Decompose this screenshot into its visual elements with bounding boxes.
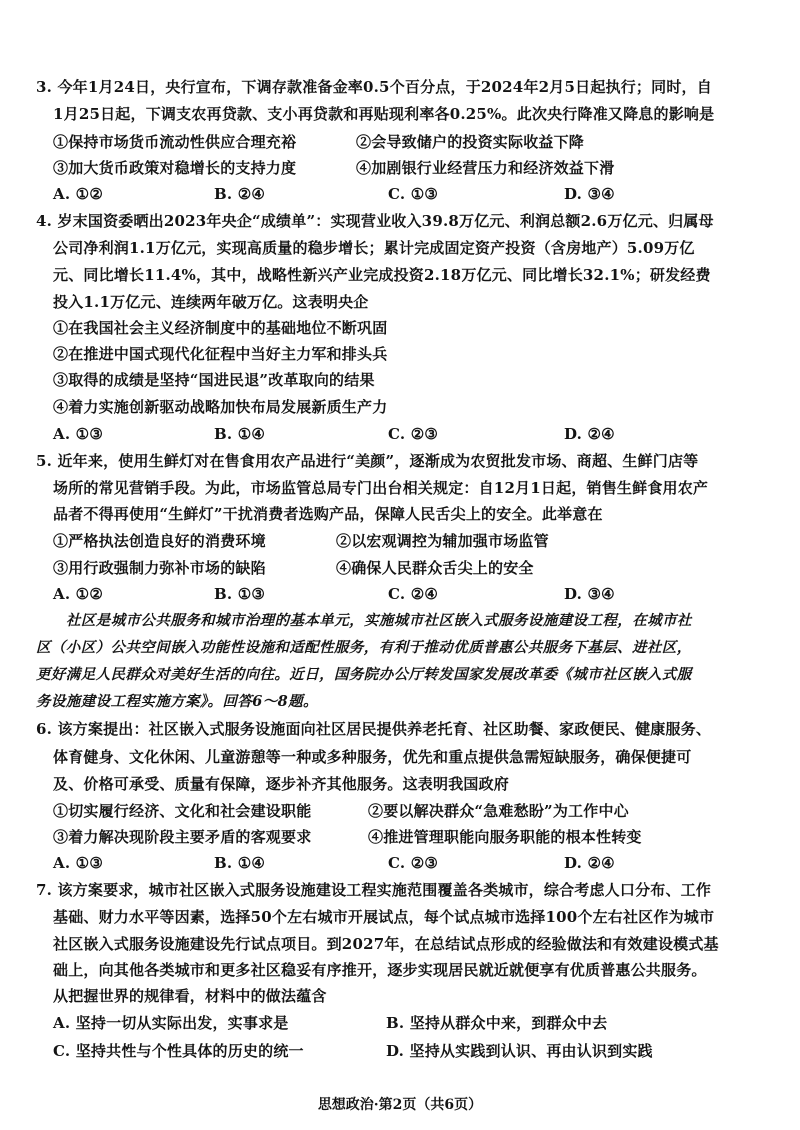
q5-statement-2: ②以宏观调控为辅加强市场监管 xyxy=(336,532,549,550)
q7-option-c: C. 坚持共性与个性具体的历史的统一 xyxy=(53,1042,304,1060)
page-footer: 思想政治·第2页（共6页） xyxy=(317,1097,483,1113)
q6-option-d: D. ②④ xyxy=(564,854,615,872)
q4-option-d: D. ②④ xyxy=(564,425,615,443)
q5-statement-3: ③用行政强制力弥补市场的缺陷 xyxy=(53,559,266,577)
q5-statement-1: ①严格执法创造良好的消费环境 xyxy=(53,532,266,550)
q6-statement-1: ①切实履行经济、文化和社会建设职能 xyxy=(53,802,312,820)
passage-line4: 务设施建设工程实施方案》。回答6～8题。 xyxy=(36,693,318,710)
q3-option-a: A. ①② xyxy=(53,185,103,203)
passage-line3: 更好满足人民群众对美好生活的向往。近日，国务院办公厅转发国家发展改革委《城市社区嵌入式服 xyxy=(36,666,692,683)
q3-option-c: C. ①③ xyxy=(388,185,439,203)
q3-option-b: B. ②④ xyxy=(214,185,266,203)
q5-option-c: C. ②④ xyxy=(388,585,439,603)
q4-statement-4: ④着力实施创新驱动战略加快布局发展新质生产力 xyxy=(53,398,388,416)
q7-option-b: B. 坚持从群众中来，到群众中去 xyxy=(386,1014,608,1032)
q3-stem-line1: 3. 今年1月24日，央行宣布，下调存款准备金率0.5个百分点，于2024年2月5日起执行；同时，自 xyxy=(36,78,712,96)
q5-option-b: B. ①③ xyxy=(214,585,266,603)
q7-stem-line4: 础上，向其他各类城市和更多社区稳妥有序推开，逐步实现居民就近就便享有优质普惠公共服务。 xyxy=(53,961,707,979)
q5-statement-4: ④确保人民群众舌尖上的安全 xyxy=(336,559,534,577)
q3-statement-4: ④加剧银行业经营压力和经济效益下滑 xyxy=(356,159,615,177)
q7-option-a: A. 坚持一切从实际出发，实事求是 xyxy=(53,1014,289,1032)
q6-statement-3: ③着力解决现阶段主要矛盾的客观要求 xyxy=(53,828,312,846)
q3-stem-line2: 1月25日起，下调支农再贷款、支小再贷款和再贴现利率各0.25%。此次央行降准又降息的影响是 xyxy=(53,105,715,123)
q4-stem-line3: 元、同比增长11.4%，其中，战略性新兴产业完成投资2.18万亿元、同比增长32.1%；研发经费 xyxy=(53,266,711,284)
q4-option-c: C. ②③ xyxy=(388,425,439,443)
q5-option-d: D. ③④ xyxy=(564,585,615,603)
q6-option-b: B. ①④ xyxy=(214,854,266,872)
q6-stem-line3: 及、价格可承受、质量有保障，逐步补齐其他服务。这表明我国政府 xyxy=(53,775,510,793)
passage-line1: 社区是城市公共服务和城市治理的基本单元，实施城市社区嵌入式服务设施建设工程，在城市社 xyxy=(66,612,692,629)
q5-stem-line3: 品者不得再使用“生鲜灯”干扰消费者选购产品，保障人民舌尖上的安全。此举意在 xyxy=(53,505,603,523)
q6-statement-2: ②要以解决群众“急难愁盼”为工作中心 xyxy=(368,802,629,820)
q4-stem-line2: 公司净利润1.1万亿元，实现高质量的稳步增长；累计完成固定资产投资（含房地产）5.09万亿 xyxy=(53,239,695,257)
q4-stem-line1: 4. 岁末国资委晒出2023年央企“成绩单”：实现营业收入39.8万亿元、利润总额2.6万亿元、归属母 xyxy=(36,212,714,230)
q7-stem-line5: 从把握世界的规律看，材料中的做法蕴含 xyxy=(53,987,327,1005)
q6-statement-4: ④推进管理职能向服务职能的根本性转变 xyxy=(368,828,642,846)
q4-statement-2: ②在推进中国式现代化征程中当好主力军和排头兵 xyxy=(53,345,388,363)
q6-option-a: A. ①③ xyxy=(53,854,103,872)
q3-statement-2: ②会导致储户的投资实际收益下降 xyxy=(356,133,585,151)
q4-option-b: B. ①④ xyxy=(214,425,266,443)
q3-statement-1: ①保持市场货币流动性供应合理充裕 xyxy=(53,133,297,151)
q7-stem-line1: 7. 该方案要求，城市社区嵌入式服务设施建设工程实施范围覆盖各类城市，综合考虑人口分布、工作 xyxy=(36,881,712,899)
q5-option-a: A. ①② xyxy=(53,585,103,603)
q5-stem-line1: 5. 近年来，使用生鲜灯对在售食用农产品进行“美颜”，逐渐成为农贸批发市场、商超、生鲜门店等 xyxy=(36,452,699,470)
q6-option-c: C. ②③ xyxy=(388,854,439,872)
q4-statement-3: ③取得的成绩是坚持“国进民退”改革取向的结果 xyxy=(53,371,375,389)
q4-statement-1: ①在我国社会主义经济制度中的基础地位不断巩固 xyxy=(53,319,388,337)
q4-option-a: A. ①③ xyxy=(53,425,103,443)
passage-line2: 区（小区）公共空间嵌入功能性设施和适配性服务，有利于推动优质普惠公共服务下基层、进社区， xyxy=(36,639,692,656)
q6-stem-line1: 6. 该方案提出：社区嵌入式服务设施面向社区居民提供养老托育、社区助餐、家政便民、健康服务、 xyxy=(36,720,712,738)
q4-stem-line4: 投入1.1万亿元、连续两年破万亿。这表明央企 xyxy=(53,293,369,311)
q3-statement-3: ③加大货币政策对稳增长的支持力度 xyxy=(53,159,297,177)
q5-stem-line2: 场所的常见营销手段。为此，市场监管总局专门出台相关规定：自12月1日起，销售生鲜食用农产 xyxy=(53,479,709,497)
q7-stem-line3: 社区嵌入式服务设施建设先行试点项目。到2027年，在总结试点形成的经验做法和有效建设模式基 xyxy=(53,935,719,953)
q7-stem-line2: 基础、财力水平等因素，选择50个左右城市开展试点，每个试点城市选择100个左右社区作为城市 xyxy=(53,908,715,926)
q3-option-d: D. ③④ xyxy=(564,185,615,203)
q6-stem-line2: 体育健身、文化休闲、儿童游憩等一种或多种服务，优先和重点提供急需短缺服务，确保便捷可 xyxy=(53,748,692,766)
q7-option-d: D. 坚持从实践到认识、再由认识到实践 xyxy=(386,1042,653,1060)
